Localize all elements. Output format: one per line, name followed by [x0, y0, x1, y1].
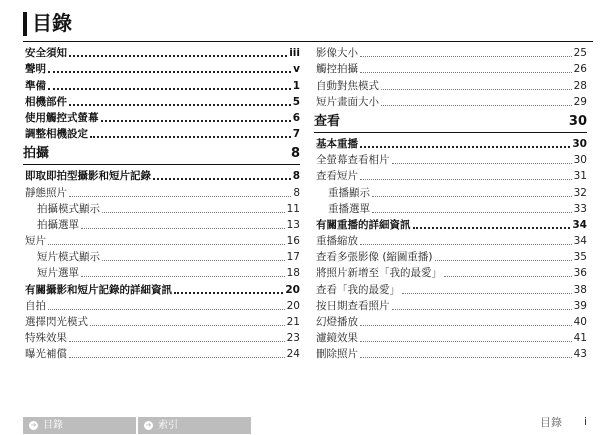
dot-leader: [392, 308, 572, 310]
dot-leader: [90, 324, 285, 326]
toc-entry[interactable]: [23, 167, 300, 183]
toc-entry[interactable]: [23, 313, 300, 329]
toc-entry-page: 17: [286, 251, 300, 264]
toc-entry[interactable]: [23, 44, 300, 60]
dot-leader: [360, 356, 572, 358]
toc-entry[interactable]: [314, 44, 587, 60]
toc-entry-label: 相機部件: [25, 95, 67, 108]
toc-entry-label: 濾鏡效果: [316, 332, 358, 345]
dot-leader: [372, 195, 572, 197]
title-accent-bar: [23, 12, 27, 36]
dot-leader: [48, 243, 285, 245]
dot-leader: [360, 324, 572, 326]
index-nav-button[interactable]: [138, 417, 251, 434]
toc-entry-label: 全螢幕查看相片: [316, 154, 390, 167]
toc-entry-page: 36: [573, 267, 587, 280]
toc-entry-label: 查看多張影像 (縮圖重播): [316, 251, 433, 264]
dot-leader: [69, 103, 291, 106]
toc-entry[interactable]: [314, 135, 587, 151]
dot-leader: [372, 211, 572, 213]
toc-entry-page: 28: [573, 79, 587, 92]
toc-entry-label: 使用觸控式螢幕: [25, 111, 99, 124]
dot-leader: [381, 88, 572, 90]
toc-entry-page: 33: [573, 202, 587, 215]
dot-leader: [101, 119, 291, 122]
toc-entry-label: 短片模式顯示: [37, 251, 100, 264]
toc-entry[interactable]: [314, 297, 587, 313]
toc-entry-label: 即取即拍型攝影和短片記錄: [25, 170, 151, 183]
footer-nav: [23, 417, 251, 434]
toc-entry[interactable]: [314, 151, 587, 167]
toc-entry-page: 13: [286, 218, 300, 231]
toc-entry-page: 8: [293, 186, 300, 199]
dot-leader: [381, 104, 572, 106]
toc-entry-page: 35: [573, 251, 587, 264]
dot-leader: [69, 54, 287, 57]
toc-entry-label: 將照片新增至「我的最愛」: [316, 267, 442, 280]
toc-entry[interactable]: [23, 216, 300, 232]
toc-entry-page: 7: [292, 128, 300, 141]
toc-entry-page: 29: [573, 95, 587, 108]
index-nav-label: 索引: [158, 420, 178, 431]
toc-entry-page: 8: [290, 146, 300, 162]
toc-entry-label: 刪除照片: [316, 348, 358, 361]
toc-entry-page: 38: [573, 283, 587, 296]
toc-entry-label: 查看「我的最愛」: [316, 283, 400, 296]
toc-entry[interactable]: [314, 264, 587, 280]
toc-entry[interactable]: [23, 76, 300, 92]
toc-left-column: [23, 44, 300, 361]
toc-entry-label: 基本重播: [316, 137, 358, 150]
dot-leader: [48, 70, 291, 73]
toc-entry-page: 8: [292, 170, 300, 183]
dot-leader: [69, 195, 291, 197]
toc-entry-page: 31: [573, 170, 587, 183]
dot-leader: [360, 178, 572, 180]
toc-entry-label: 查看: [314, 113, 341, 129]
toc-entry[interactable]: [23, 125, 300, 141]
toc-entry-page: 20: [285, 283, 300, 296]
toc-header: [23, 8, 590, 38]
toc-entry[interactable]: [23, 200, 300, 216]
dot-leader: [360, 340, 572, 342]
toc-entry-label: 自動對焦模式: [316, 79, 379, 92]
toc-entry-page: 40: [573, 316, 587, 328]
toc-section-heading[interactable]: [23, 143, 300, 165]
toc-entry[interactable]: [314, 216, 587, 232]
toc-entry-label: 有關攝影和短片記錄的詳細資訊: [25, 283, 172, 296]
toc-entry[interactable]: [314, 248, 587, 264]
toc-entry[interactable]: [314, 280, 587, 296]
toc-entry[interactable]: [314, 167, 587, 183]
toc-entry-label: 觸控拍攝: [316, 63, 358, 76]
toc-entry-page: 1: [292, 79, 300, 92]
toc-entry-label: 有關重播的詳細資訊: [316, 218, 411, 231]
toc-entry-label: 查看短片: [316, 170, 358, 183]
toc-entry-label: 安全須知: [25, 47, 67, 60]
dot-leader: [81, 227, 285, 229]
toc-entry[interactable]: [23, 248, 300, 264]
toc-entry-label: 聲明: [25, 63, 46, 76]
toc-entry[interactable]: [314, 200, 587, 216]
toc-entry-page: 25: [573, 47, 587, 60]
toc-entry[interactable]: [314, 60, 587, 76]
toc-entry-page: 16: [286, 235, 300, 248]
toc-section-heading[interactable]: [314, 111, 587, 133]
toc-entry-page: 34: [572, 218, 587, 231]
dot-leader: [48, 87, 291, 90]
toc-entry[interactable]: [23, 60, 300, 76]
toc-entry[interactable]: [23, 264, 300, 280]
toc-entry-page: 21: [286, 316, 300, 328]
toc-entry-page: 6: [292, 111, 300, 124]
dot-leader: [413, 226, 571, 229]
toc-entry-page: 39: [573, 299, 587, 312]
toc-entry[interactable]: [23, 183, 300, 199]
toc-entry-label: 影像大小: [316, 47, 358, 60]
dot-leader: [435, 259, 572, 261]
dot-leader: [360, 55, 572, 57]
toc-entry[interactable]: [314, 232, 587, 248]
dot-leader: [69, 356, 285, 358]
toc-entry-label: 短片選單: [37, 267, 79, 280]
dot-leader: [360, 243, 572, 245]
toc-entry-page: 41: [573, 332, 587, 345]
dot-leader: [102, 211, 285, 213]
toc-entry-page: iii: [289, 47, 300, 60]
toc-nav-button[interactable]: [23, 417, 136, 434]
toc-entry[interactable]: [314, 329, 587, 345]
toc-entry-label: 自拍: [25, 299, 46, 312]
toc-entry-label: 重播顯示: [328, 186, 370, 199]
footer-page-number: i: [584, 415, 588, 428]
title-divider: [23, 41, 593, 42]
toc-entry-label: 曝光補償: [25, 348, 67, 361]
dot-leader: [102, 259, 285, 261]
toc-entry-page: 26: [573, 63, 587, 76]
dot-leader: [81, 275, 285, 277]
toc-entry-page: 23: [286, 332, 300, 345]
toc-entry[interactable]: [23, 280, 300, 296]
toc-entry-page: 30: [572, 137, 587, 150]
toc-entry[interactable]: [314, 76, 587, 92]
toc-entry-label: 幻燈播放: [316, 316, 358, 328]
toc-entry-label: 按日期查看照片: [316, 299, 390, 312]
toc-entry-label: 準備: [25, 79, 46, 92]
toc-entry-page: 20: [286, 299, 300, 312]
dot-leader: [90, 135, 291, 138]
toc-entry-page: 34: [573, 235, 587, 248]
dot-leader: [48, 308, 285, 310]
toc-entry[interactable]: [23, 297, 300, 313]
toc-entry-label: 重播選單: [328, 202, 370, 215]
toc-entry-page: v: [293, 63, 300, 76]
toc-entry-page: 30: [568, 113, 587, 129]
toc-entry-label: 拍攝選單: [37, 218, 79, 231]
toc-entry-label: 拍攝模式顯示: [37, 202, 100, 215]
toc-entry-label: 短片: [25, 235, 46, 248]
toc-entry-label: 選擇閃光模式: [25, 316, 88, 328]
arrow-circle-icon: ➔: [145, 421, 152, 429]
dot-leader: [360, 71, 572, 73]
page-title: 目錄: [32, 11, 72, 35]
toc-entry-label: 特殊效果: [25, 332, 67, 345]
toc-entry[interactable]: [23, 329, 300, 345]
toc-entry-page: 18: [286, 267, 300, 280]
toc-entry-page: 32: [573, 186, 587, 199]
toc-entry-page: 43: [573, 348, 587, 361]
toc-entry[interactable]: [314, 313, 587, 329]
toc-nav-label: 目錄: [43, 420, 63, 431]
toc-entry-label: 調整相機設定: [25, 128, 88, 141]
toc-entry[interactable]: [314, 183, 587, 199]
toc-entry-page: 24: [286, 348, 300, 361]
dot-leader: [360, 145, 570, 148]
footer-section-label: 目錄: [540, 416, 562, 429]
toc-entry-label: 拍攝: [23, 146, 50, 162]
dot-leader: [392, 162, 572, 164]
toc-entry[interactable]: [23, 232, 300, 248]
dot-leader: [444, 275, 572, 277]
toc-entry-label: 重播縮放: [316, 235, 358, 248]
arrow-circle-icon: ➔: [30, 421, 37, 429]
toc-entry-page: 11: [286, 202, 300, 215]
toc-entry[interactable]: [23, 93, 300, 109]
toc-right-column: [314, 44, 587, 361]
toc-entry-page: 5: [292, 95, 300, 108]
toc-entry-label: 短片畫面大小: [316, 95, 379, 108]
dot-leader: [174, 291, 283, 294]
toc-entry[interactable]: [314, 345, 587, 361]
toc-entry-label: 靜態照片: [25, 186, 67, 199]
dot-leader: [402, 292, 572, 294]
dot-leader: [69, 340, 285, 342]
dot-leader: [153, 177, 291, 180]
toc-entry[interactable]: [23, 109, 300, 125]
toc-entry[interactable]: [23, 345, 300, 361]
toc-entry[interactable]: [314, 93, 587, 109]
toc-entry-page: 30: [573, 154, 587, 167]
